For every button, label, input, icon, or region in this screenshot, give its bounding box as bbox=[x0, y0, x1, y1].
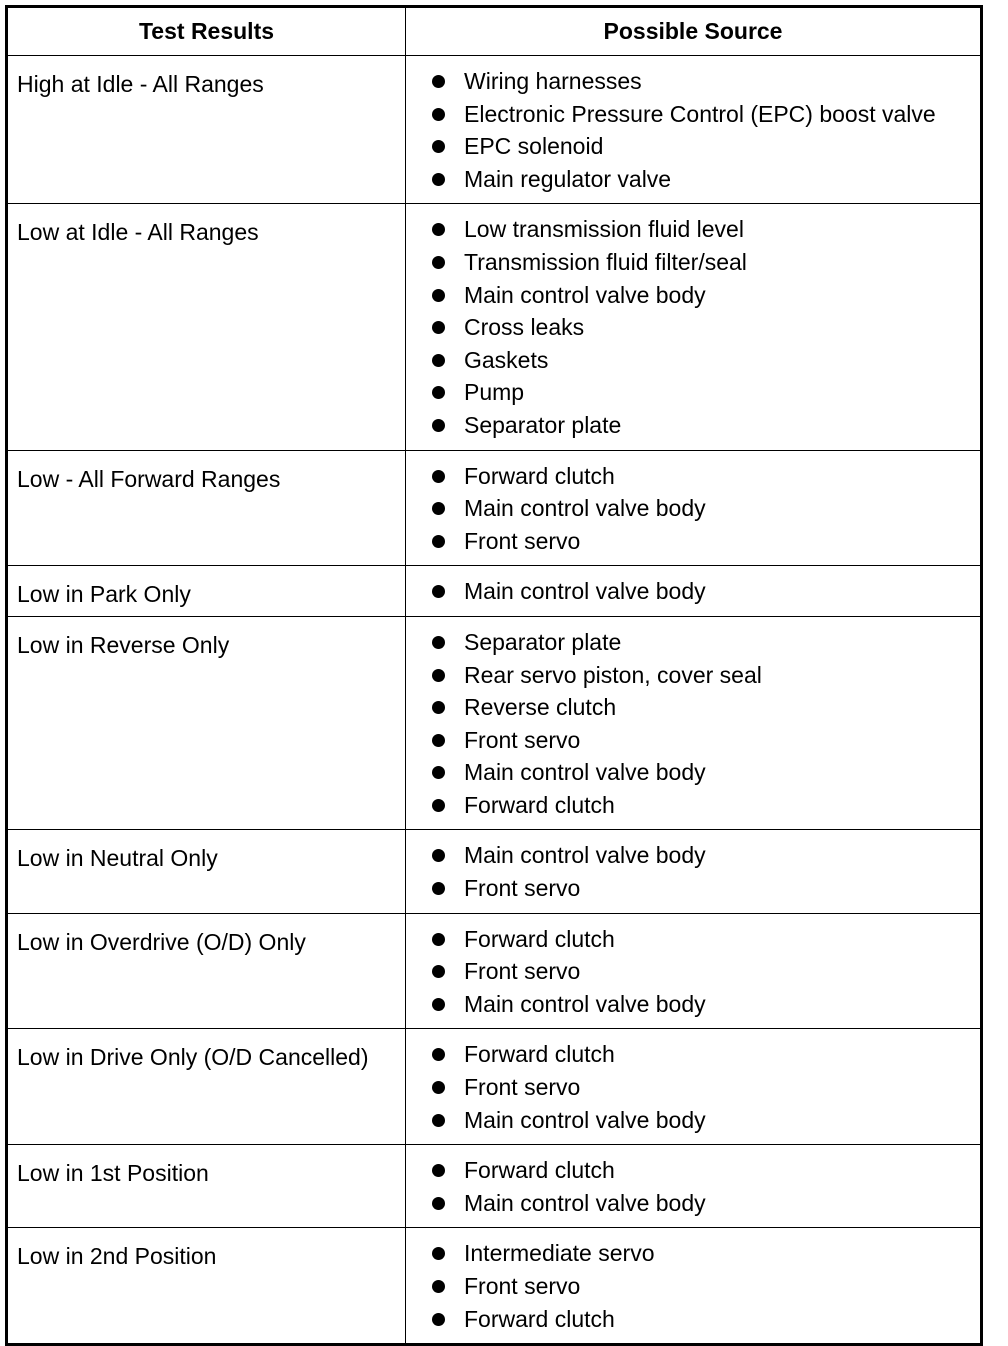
possible-source-item bbox=[406, 955, 980, 988]
possible-source-list bbox=[406, 575, 980, 608]
possible-source-item bbox=[406, 839, 980, 872]
bullet-icon bbox=[432, 354, 445, 367]
possible-source-item bbox=[406, 1038, 980, 1071]
possible-source-text: Forward clutch bbox=[464, 925, 615, 952]
possible-source-cell bbox=[406, 913, 982, 1029]
possible-source-text: Front servo bbox=[464, 527, 581, 554]
possible-source-text: Forward clutch bbox=[464, 1041, 615, 1068]
bullet-icon bbox=[432, 585, 445, 598]
possible-source-item bbox=[406, 279, 980, 312]
test-result-cell: Low in Park Only bbox=[7, 566, 406, 617]
possible-source-text: Transmission fluid filter/seal bbox=[464, 248, 747, 275]
possible-source-text: Main control valve body bbox=[464, 990, 706, 1017]
column-header-possible-source: Possible Source bbox=[406, 7, 982, 56]
table-header-row bbox=[7, 7, 982, 56]
bullet-icon bbox=[432, 75, 445, 88]
test-result-cell: Low in Overdrive (O/D) Only bbox=[7, 913, 406, 1029]
bullet-icon bbox=[432, 256, 445, 269]
possible-source-item bbox=[406, 344, 980, 377]
bullet-icon bbox=[432, 849, 445, 862]
possible-source-cell bbox=[406, 1145, 982, 1228]
possible-source-item bbox=[406, 492, 980, 525]
bullet-icon bbox=[432, 1164, 445, 1177]
bullet-icon bbox=[432, 108, 445, 121]
bullet-icon bbox=[432, 636, 445, 649]
possible-source-text: Intermediate servo bbox=[464, 1240, 655, 1267]
possible-source-item bbox=[406, 872, 980, 905]
possible-source-list bbox=[406, 1038, 980, 1136]
bullet-icon bbox=[432, 173, 445, 186]
test-result-cell: Low in Drive Only (O/D Cancelled) bbox=[7, 1029, 406, 1145]
table-row bbox=[7, 566, 982, 617]
possible-source-cell bbox=[406, 616, 982, 830]
possible-source-item bbox=[406, 1303, 980, 1336]
possible-source-item bbox=[406, 1187, 980, 1220]
possible-source-item bbox=[406, 213, 980, 246]
bullet-icon bbox=[432, 386, 445, 399]
possible-source-list bbox=[406, 213, 980, 441]
possible-source-text: Rear servo piston, cover seal bbox=[464, 661, 762, 688]
bullet-icon bbox=[432, 470, 445, 483]
possible-source-item bbox=[406, 311, 980, 344]
test-result-cell: Low in 2nd Position bbox=[7, 1228, 406, 1345]
possible-source-text: Cross leaks bbox=[464, 314, 585, 341]
possible-source-list bbox=[406, 460, 980, 558]
possible-source-text: Front servo bbox=[464, 1074, 581, 1101]
bullet-icon bbox=[432, 289, 445, 302]
possible-source-text: Wiring harnesses bbox=[464, 68, 642, 94]
possible-source-text: Main control valve body bbox=[464, 842, 706, 869]
test-result-cell: Low at Idle - All Ranges bbox=[7, 204, 406, 450]
table-row bbox=[7, 56, 982, 204]
possible-source-text: Separator plate bbox=[464, 411, 622, 438]
possible-source-text: Forward clutch bbox=[464, 1157, 615, 1184]
possible-source-text: Main control valve body bbox=[464, 759, 706, 786]
possible-source-text: Forward clutch bbox=[464, 462, 615, 489]
table-row bbox=[7, 913, 982, 1029]
bullet-icon bbox=[432, 140, 445, 153]
bullet-icon bbox=[432, 1048, 445, 1061]
possible-source-item bbox=[406, 575, 980, 608]
possible-source-text: Reverse clutch bbox=[464, 694, 617, 721]
possible-source-item bbox=[406, 130, 980, 163]
possible-source-item bbox=[406, 460, 980, 493]
possible-source-text: Main control valve body bbox=[464, 1189, 706, 1216]
possible-source-cell bbox=[406, 1029, 982, 1145]
possible-source-cell bbox=[406, 450, 982, 566]
bullet-icon bbox=[432, 998, 445, 1011]
possible-source-item bbox=[406, 98, 980, 131]
possible-source-cell bbox=[406, 56, 982, 204]
possible-source-item bbox=[406, 1104, 980, 1137]
possible-source-text: Front servo bbox=[464, 875, 581, 902]
possible-source-item bbox=[406, 246, 980, 279]
possible-source-item bbox=[406, 1154, 980, 1187]
possible-source-text: Main regulator valve bbox=[464, 165, 672, 192]
possible-source-cell bbox=[406, 830, 982, 913]
possible-source-text: Front servo bbox=[464, 1273, 581, 1299]
bullet-icon bbox=[432, 1114, 445, 1127]
test-result-cell: Low - All Forward Ranges bbox=[7, 450, 406, 566]
bullet-icon bbox=[432, 535, 445, 548]
possible-source-text: Main control valve body bbox=[464, 281, 706, 308]
bullet-icon bbox=[432, 882, 445, 895]
possible-source-text: Low transmission fluid level bbox=[464, 216, 744, 243]
possible-source-list bbox=[406, 1154, 980, 1219]
table-row bbox=[7, 830, 982, 913]
possible-source-text: Main control valve body bbox=[464, 578, 706, 605]
bullet-icon bbox=[432, 1197, 445, 1210]
possible-source-text: Pump bbox=[464, 379, 525, 406]
table-row bbox=[7, 1228, 982, 1345]
possible-source-cell bbox=[406, 566, 982, 617]
possible-source-item bbox=[406, 1270, 980, 1303]
bullet-icon bbox=[432, 799, 445, 812]
bullet-icon bbox=[432, 1081, 445, 1094]
possible-source-item bbox=[406, 988, 980, 1021]
possible-source-item bbox=[406, 724, 980, 757]
column-header-test-results: Test Results bbox=[7, 7, 406, 56]
test-result-cell: Low in Reverse Only bbox=[7, 616, 406, 830]
diagnosis-table bbox=[5, 5, 983, 1346]
bullet-icon bbox=[432, 965, 445, 978]
possible-source-item bbox=[406, 376, 980, 409]
bullet-icon bbox=[432, 669, 445, 682]
possible-source-text: Front servo bbox=[464, 726, 581, 753]
possible-source-cell bbox=[406, 1228, 982, 1345]
possible-source-text: Forward clutch bbox=[464, 791, 615, 818]
possible-source-text: Main control valve body bbox=[464, 495, 706, 522]
table-row bbox=[7, 616, 982, 830]
table-row bbox=[7, 450, 982, 566]
possible-source-item bbox=[406, 923, 980, 956]
table-body bbox=[7, 56, 982, 1345]
bullet-icon bbox=[432, 1313, 445, 1326]
table-row bbox=[7, 204, 982, 450]
possible-source-list bbox=[406, 923, 980, 1021]
bullet-icon bbox=[432, 1280, 445, 1293]
possible-source-item bbox=[406, 659, 980, 692]
bullet-icon bbox=[432, 766, 445, 779]
bullet-icon bbox=[432, 321, 445, 334]
table-row bbox=[7, 1145, 982, 1228]
possible-source-cell bbox=[406, 204, 982, 450]
possible-source-text: Electronic Pressure Control (EPC) boost valve bbox=[464, 100, 936, 127]
possible-source-list bbox=[406, 626, 980, 822]
possible-source-item bbox=[406, 756, 980, 789]
bullet-icon bbox=[432, 734, 445, 747]
bullet-icon bbox=[432, 502, 445, 515]
possible-source-list bbox=[406, 65, 980, 195]
possible-source-item bbox=[406, 163, 980, 196]
possible-source-item bbox=[406, 1237, 980, 1270]
possible-source-text: Gaskets bbox=[464, 346, 549, 373]
possible-source-text: EPC solenoid bbox=[464, 133, 604, 160]
possible-source-item bbox=[406, 525, 980, 558]
possible-source-text: Main control valve body bbox=[464, 1106, 706, 1133]
possible-source-list bbox=[406, 839, 980, 904]
possible-source-item bbox=[406, 626, 980, 659]
possible-source-item bbox=[406, 1071, 980, 1104]
possible-source-list bbox=[406, 1237, 980, 1335]
test-result-cell: Low in 1st Position bbox=[7, 1145, 406, 1228]
test-result-cell: Low in Neutral Only bbox=[7, 830, 406, 913]
bullet-icon bbox=[432, 419, 445, 432]
bullet-icon bbox=[432, 223, 445, 236]
possible-source-item bbox=[406, 65, 980, 98]
bullet-icon bbox=[432, 933, 445, 946]
bullet-icon bbox=[432, 1247, 445, 1260]
possible-source-text: Separator plate bbox=[464, 628, 622, 655]
table-row bbox=[7, 1029, 982, 1145]
possible-source-item bbox=[406, 691, 980, 724]
possible-source-text: Front servo bbox=[464, 958, 581, 985]
possible-source-item bbox=[406, 409, 980, 442]
test-result-cell: High at Idle - All Ranges bbox=[7, 56, 406, 204]
possible-source-text: Forward clutch bbox=[464, 1305, 615, 1332]
possible-source-item bbox=[406, 789, 980, 822]
bullet-icon bbox=[432, 701, 445, 714]
